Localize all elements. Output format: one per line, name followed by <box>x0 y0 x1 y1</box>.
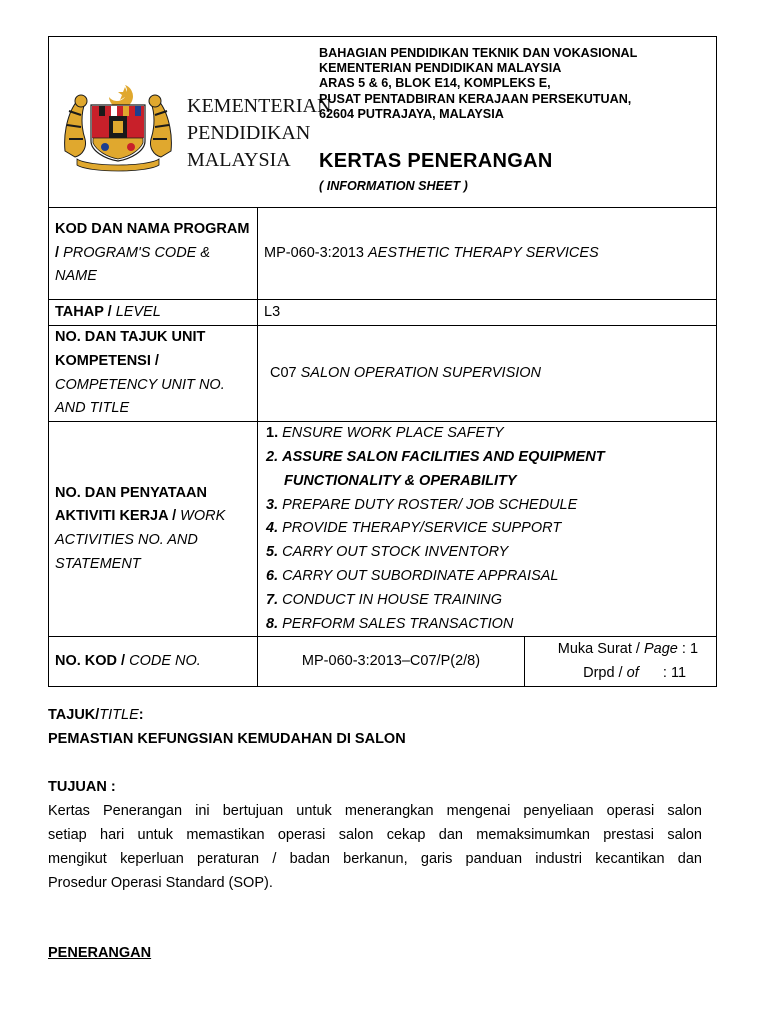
page-number-line: Muka Surat / Page : 1 <box>525 638 716 662</box>
address-line: 62604 PUTRAJAYA, MALAYSIA <box>319 106 504 121</box>
purpose-line: mengikut keperluan peraturan / badan berkanun, garis panduan industri kecantikan dan <box>48 851 702 867</box>
letterhead-cell <box>49 37 717 208</box>
program-label-bold: KOD DAN NAMA PROGRAM / <box>55 220 250 261</box>
program-value-cell <box>258 208 717 300</box>
header-table <box>48 36 717 687</box>
ministry-name-line-3: MALAYSIA <box>187 149 291 171</box>
code-label-bold: NO. KOD / <box>55 652 126 669</box>
purpose-heading: TUJUAN : <box>48 779 116 795</box>
activities-list <box>266 422 710 636</box>
address-line: ARAS 5 & 6, BLOK E14, KOMPLEKS E, <box>319 76 551 91</box>
title-colon: : <box>138 707 144 723</box>
code-label-italic: CODE NO. <box>129 652 201 669</box>
page-number: 1 <box>689 641 699 658</box>
info-sheet-header <box>48 36 716 687</box>
activity-item: 2. ASSURE SALON FACILITIES AND EQUIPMENT FUNCTIONALITY & OPERABILITY <box>266 448 605 489</box>
activity-item: 3. PREPARE DUTY ROSTER/ JOB SCHEDULE <box>266 496 578 513</box>
title-label-italic: TITLE <box>99 707 139 723</box>
unit-label-italic: COMPETENCY UNIT NO. AND TITLE <box>55 376 225 417</box>
title-label-bold: TAJUK/ <box>48 707 100 723</box>
program-code: MP-060-3:2013 <box>264 244 364 261</box>
ministry-name <box>187 93 331 174</box>
page-label: Muka Surat / <box>557 641 640 658</box>
level-label-cell <box>49 300 258 326</box>
code-value-cell: MP-060-3:2013–C07/P(2/8) <box>258 637 525 687</box>
program-name: AESTHETIC THERAPY SERVICES <box>367 244 599 261</box>
page-info-cell <box>525 637 717 687</box>
address-line: BAHAGIAN PENDIDIKAN TEKNIK DAN VOKASIONAL <box>319 46 638 60</box>
activity-item: 7. CONDUCT IN HOUSE TRAINING <box>266 591 503 608</box>
purpose-section <box>48 775 702 895</box>
page-total: 11 <box>670 664 687 681</box>
activity-item: 5. CARRY OUT STOCK INVENTORY <box>266 544 509 561</box>
coat-of-arms-icon <box>59 81 177 173</box>
ministry-name-line-1: KEMENTERIAN <box>187 95 332 117</box>
document-title: KERTAS PENERANGAN <box>319 150 553 172</box>
activity-item: 4. PROVIDE THERAPY/SERVICE SUPPORT <box>266 520 562 537</box>
title-section <box>48 703 702 751</box>
ministry-logo <box>59 81 332 173</box>
program-label-cell <box>49 208 258 300</box>
unit-label-cell <box>49 326 258 422</box>
activities-list-cell <box>258 422 717 637</box>
ministry-name-line-2: PENDIDIKAN <box>187 122 311 144</box>
address-block <box>319 46 637 122</box>
activity-item: 1. ENSURE WORK PLACE SAFETY <box>266 425 504 442</box>
address-line: PUSAT PENTADBIRAN KERAJAAN PERSEKUTUAN, <box>319 91 632 106</box>
program-label-italic: PROGRAM'S CODE & NAME <box>55 244 211 285</box>
level-label-bold: TAHAP / <box>55 303 112 320</box>
address-line: KEMENTERIAN PENDIDIKAN MALAYSIA <box>319 61 562 76</box>
of-label-italic: of <box>626 664 639 681</box>
of-label: Drpd / <box>583 664 623 681</box>
explanation-heading: PENERANGAN <box>48 945 152 961</box>
purpose-line: Prosedur Operasi Standard (SOP). <box>48 875 273 891</box>
explanation-section <box>48 941 702 965</box>
unit-code: C07 <box>270 364 297 381</box>
activity-item: 8. PERFORM SALES TRANSACTION <box>266 615 514 632</box>
document-topic: PEMASTIAN KEFUNGSIAN KEMUDAHAN DI SALON <box>48 731 406 747</box>
unit-value-cell <box>258 326 717 422</box>
document-subtitle: ( INFORMATION SHEET ) <box>319 179 468 193</box>
unit-label-bold: NO. DAN TAJUK UNIT KOMPETENSI / <box>55 329 206 369</box>
activity-item: 6. CARRY OUT SUBORDINATE APPRAISAL <box>266 567 559 584</box>
activities-label-italic: WORK ACTIVITIES NO. AND STATEMENT <box>55 508 226 573</box>
page-label-italic: Page <box>643 641 678 658</box>
unit-title: SALON OPERATION SUPERVISION <box>300 364 542 381</box>
purpose-line: Kertas Penerangan ini bertujuan untuk menerangkan mengenai penyeliaan operasi salon <box>48 803 702 819</box>
activities-label-bold: NO. DAN PENYATAAN AKTIVITI KERJA / <box>55 484 207 525</box>
level-value-cell: L3 <box>258 300 717 326</box>
activities-label-cell <box>49 422 258 637</box>
code-label-cell <box>49 637 258 687</box>
page-total-line: Drpd / of : 11 <box>525 662 716 686</box>
level-label-italic: LEVEL <box>115 303 161 320</box>
purpose-line: setiap hari untuk memastikan operasi salon cekap dan memaksimumkan prestasi salon <box>48 827 702 843</box>
